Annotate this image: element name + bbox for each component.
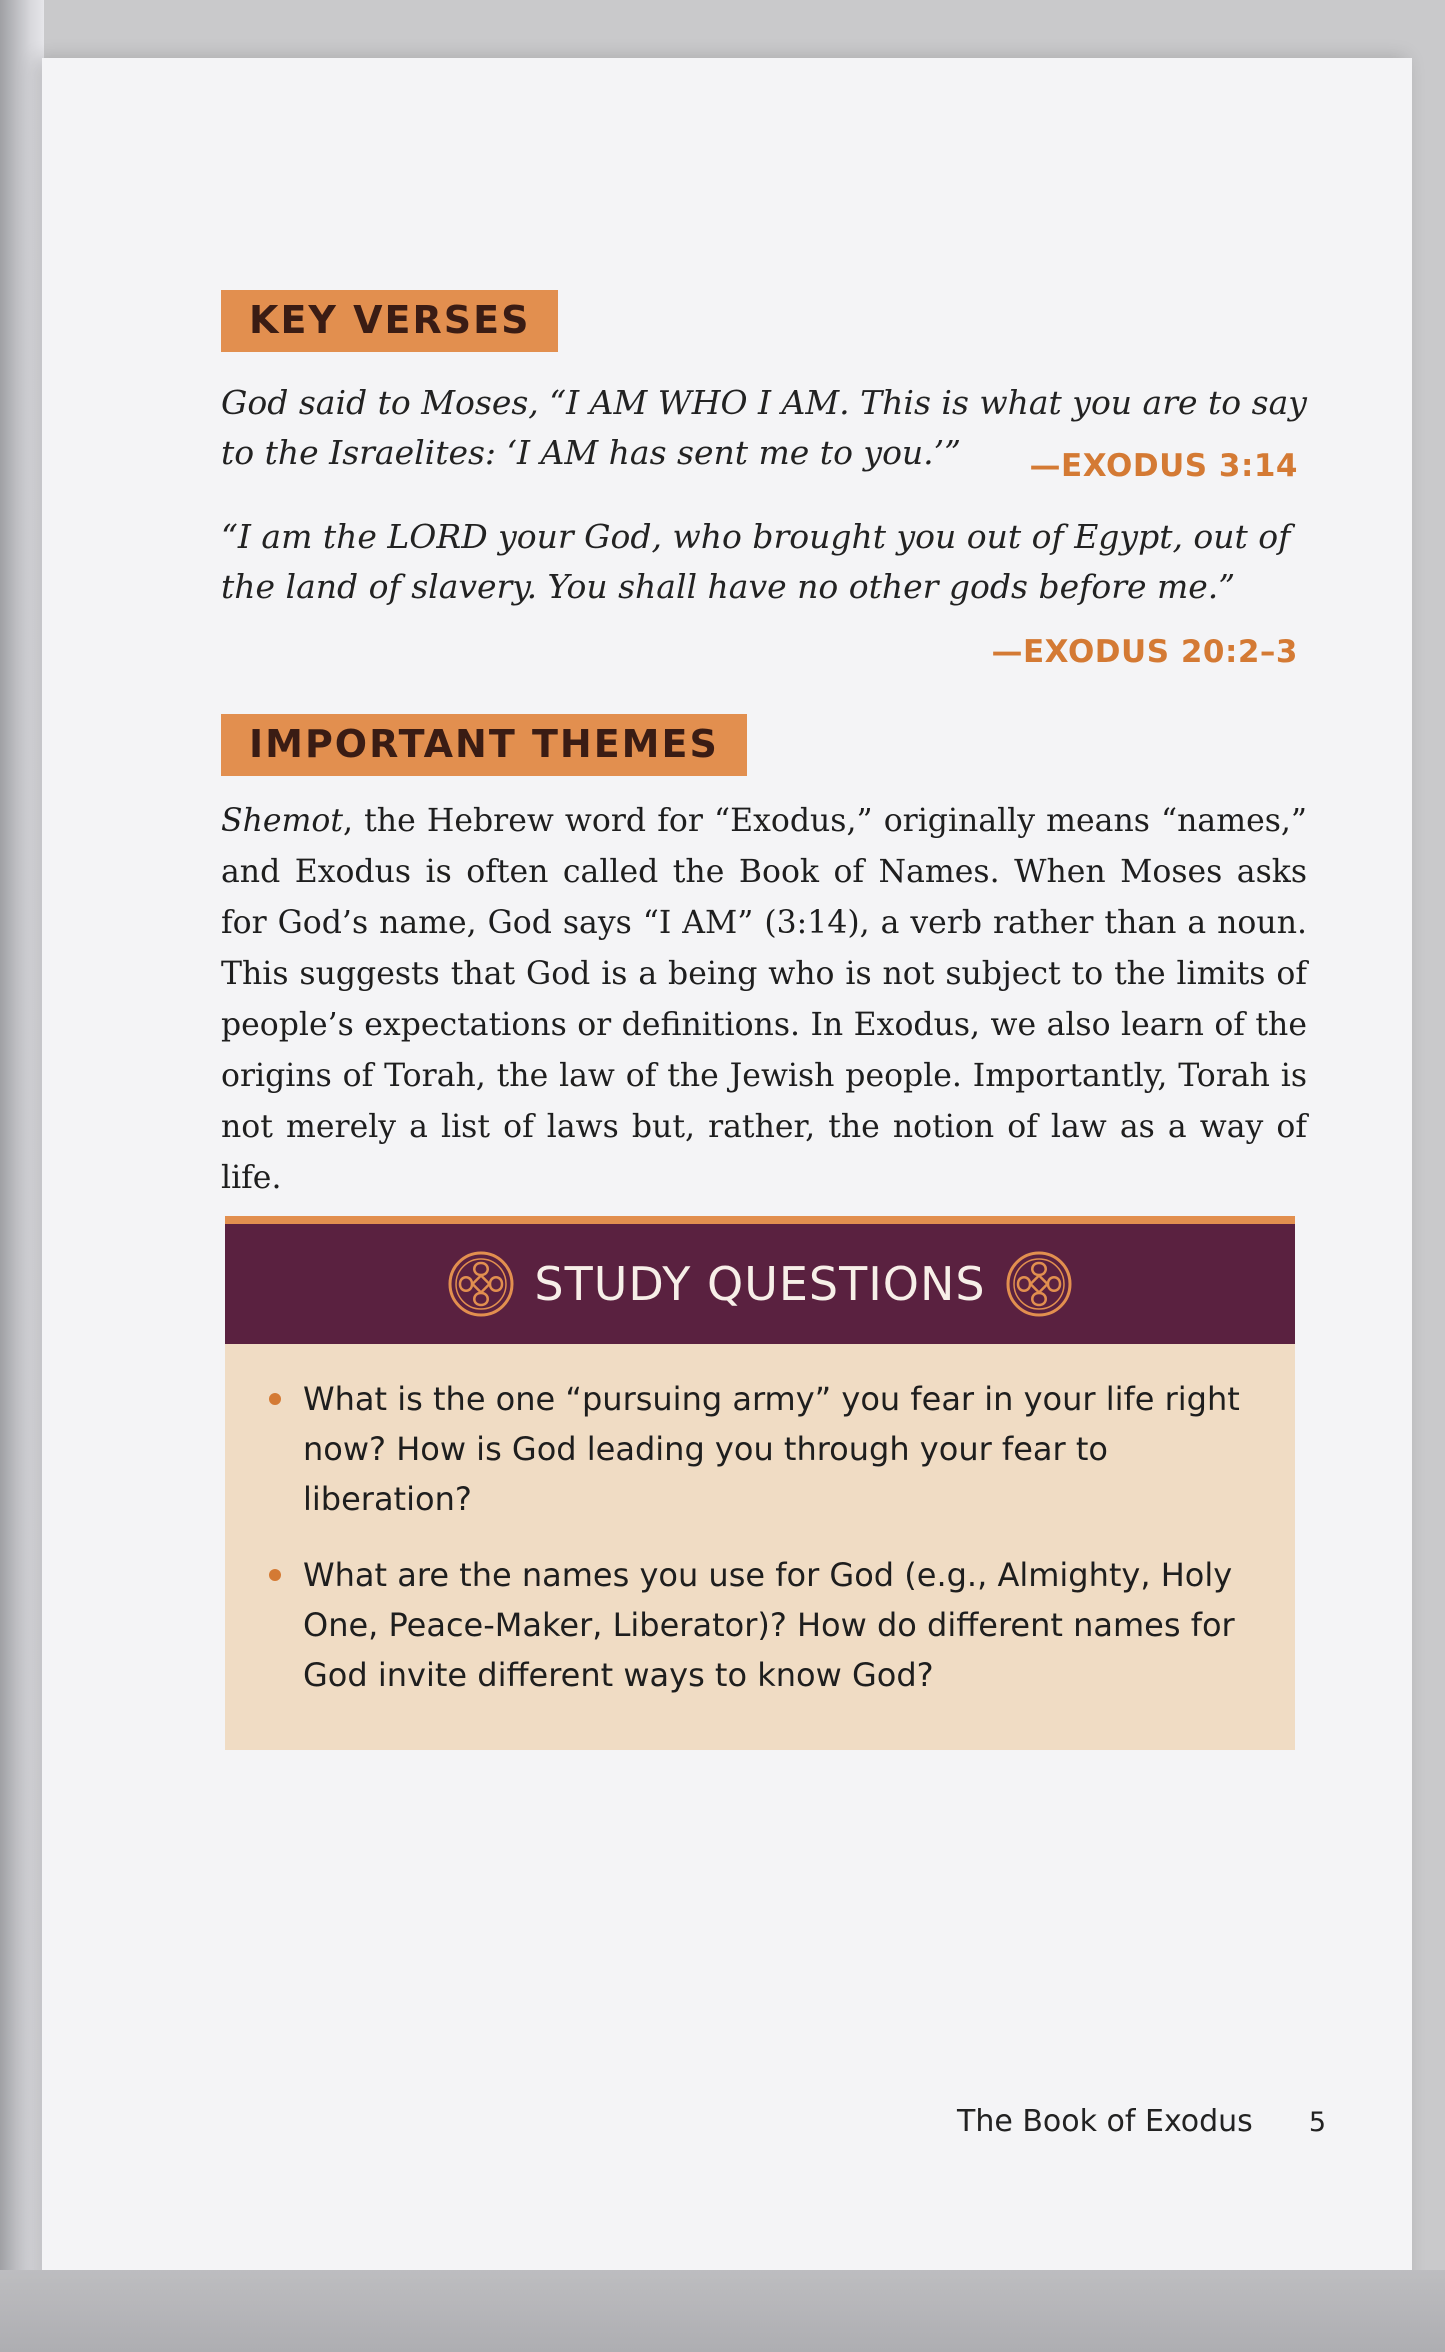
- page-footer: [957, 2104, 1326, 2139]
- key-verse-2-reference: —EXODUS 20:2–3: [991, 634, 1298, 670]
- important-themes-label: IMPORTANT THEMES: [221, 714, 747, 776]
- page-gutter: [0, 0, 44, 2352]
- key-verse-2: “I am the LORD your God, who brought you out of Egypt, out of the land of slavery. You shall have no other gods before me.”: [221, 517, 1291, 606]
- key-verse-1-reference: —EXODUS 3:14: [1029, 448, 1298, 484]
- list-item: What are the names you use for God (e.g., Almighty, Holy One, Peace-Maker, Liberator)? How do different names for God invite different ways to know God?: [269, 1550, 1259, 1700]
- important-themes-paragraph: [221, 796, 1307, 1204]
- page-number: 5: [1308, 2107, 1326, 2138]
- study-questions-header: [225, 1216, 1295, 1344]
- background-surface: [0, 2270, 1445, 2352]
- themes-lead-word: Shemot: [221, 803, 344, 839]
- book-page: [42, 58, 1412, 2288]
- celtic-knot-icon: [446, 1249, 516, 1319]
- key-verses-label: KEY VERSES: [221, 290, 558, 352]
- study-questions-title: STUDY QUESTIONS: [534, 1257, 986, 1311]
- list-item: What is the one “pursuing army” you fear in your life right now? How is God leading you through your fear to liberation?: [269, 1374, 1259, 1524]
- study-questions-box: [225, 1216, 1295, 1750]
- running-footer-title: The Book of Exodus: [957, 2104, 1253, 2139]
- study-questions-list: [269, 1374, 1259, 1726]
- celtic-knot-icon: [1004, 1249, 1074, 1319]
- key-verse-1: God said to Moses, “I AM WHO I AM. This is what you are to say to the Israelites: ‘I AM has sent me to you.’”: [221, 383, 1307, 472]
- themes-body-text: , the Hebrew word for “Exodus,” originally means “names,” and Exodus is often called the Book of Names. When Moses asks for God’s name, God says “I AM” (3:14), a verb rather than a noun. This suggests that God is a being who is not subject to the limits of people’s expectations or definitions. In Exodus, we also learn of the origins of Torah, the law of the Jewish people. Importantly, Torah is not merely a list of laws but, rather, the notion of law as a way of life.: [221, 803, 1307, 1196]
